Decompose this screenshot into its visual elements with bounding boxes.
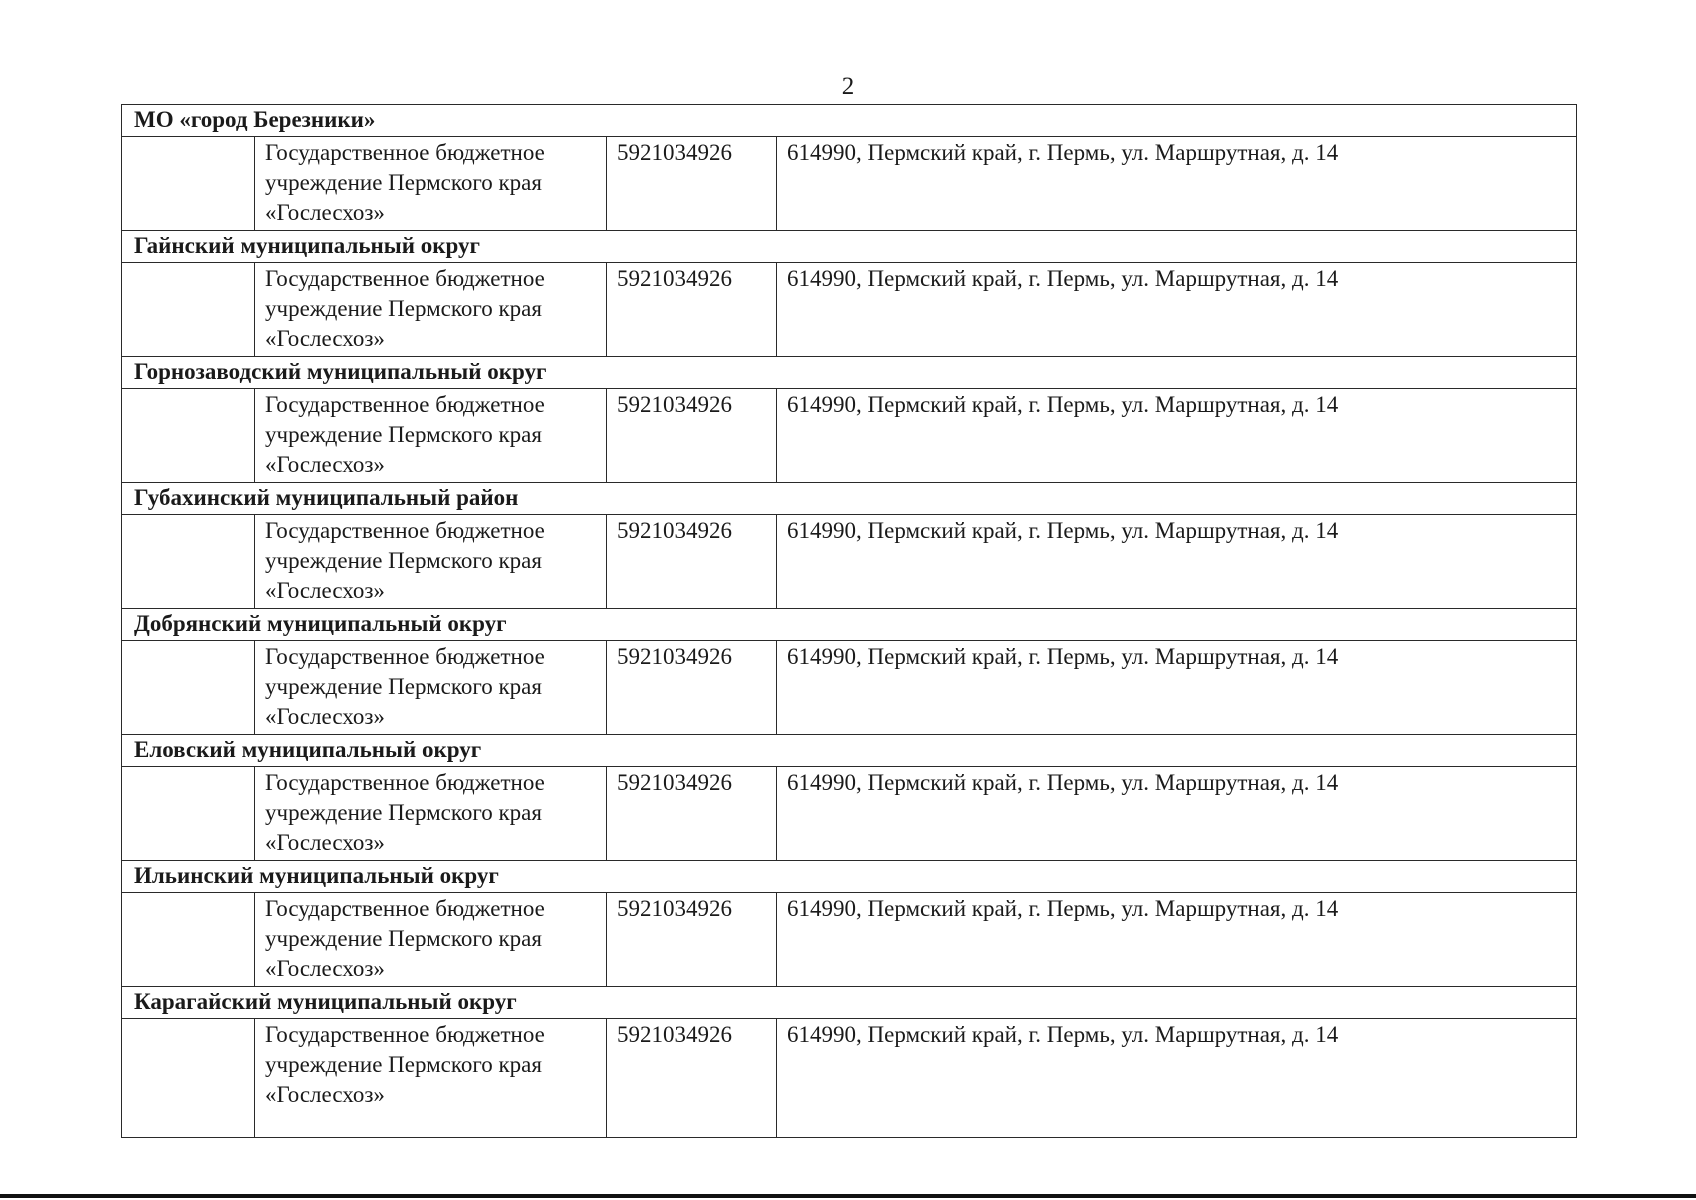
organization-name: Государственное бюджетное учреждение Пермского края «Гослесхоз» (255, 767, 607, 861)
district-row (122, 231, 1577, 263)
district-name: Горнозаводский муниципальный округ (122, 357, 1577, 389)
district-row (122, 357, 1577, 389)
address-value: 614990, Пермский край, г. Пермь, ул. Маршрутная, д. 14 (777, 641, 1577, 735)
table-row (122, 767, 1577, 861)
inn-value: 5921034926 (607, 767, 777, 861)
district-row (122, 735, 1577, 767)
scan-edge-line (0, 1194, 1696, 1198)
table-row (122, 137, 1577, 231)
district-row (122, 105, 1577, 137)
district-row (122, 861, 1577, 893)
table-row (122, 1019, 1577, 1138)
district-name: Карагайский муниципальный округ (122, 987, 1577, 1019)
table-row (122, 641, 1577, 735)
organization-name: Государственное бюджетное учреждение Пермского края «Гослесхоз» (255, 641, 607, 735)
address-value: 614990, Пермский край, г. Пермь, ул. Маршрутная, д. 14 (777, 263, 1577, 357)
inn-value: 5921034926 (607, 1019, 777, 1138)
table-row (122, 389, 1577, 483)
address-value: 614990, Пермский край, г. Пермь, ул. Маршрутная, д. 14 (777, 137, 1577, 231)
empty-cell (122, 515, 255, 609)
empty-cell (122, 263, 255, 357)
registry-table (121, 104, 1577, 1138)
organization-name: Государственное бюджетное учреждение Пермского края «Гослесхоз» (255, 515, 607, 609)
organization-name: Государственное бюджетное учреждение Пермского края «Гослесхоз» (255, 389, 607, 483)
table-row (122, 893, 1577, 987)
organization-name: Государственное бюджетное учреждение Пермского края «Гослесхоз» (255, 893, 607, 987)
district-name: Губахинский муниципальный район (122, 483, 1577, 515)
empty-cell (122, 389, 255, 483)
organization-name: Государственное бюджетное учреждение Пермского края «Гослесхоз» (255, 137, 607, 231)
empty-cell (122, 1019, 255, 1138)
district-row (122, 609, 1577, 641)
district-name: Гайнский муниципальный округ (122, 231, 1577, 263)
district-row (122, 987, 1577, 1019)
address-value: 614990, Пермский край, г. Пермь, ул. Маршрутная, д. 14 (777, 767, 1577, 861)
empty-cell (122, 137, 255, 231)
empty-cell (122, 767, 255, 861)
district-name: МО «город Березники» (122, 105, 1577, 137)
inn-value: 5921034926 (607, 641, 777, 735)
district-name: Добрянский муниципальный округ (122, 609, 1577, 641)
page-number: 2 (841, 73, 855, 100)
inn-value: 5921034926 (607, 893, 777, 987)
registry-table-body (122, 105, 1577, 1138)
inn-value: 5921034926 (607, 137, 777, 231)
district-name: Ильинский муниципальный округ (122, 861, 1577, 893)
inn-value: 5921034926 (607, 263, 777, 357)
address-value: 614990, Пермский край, г. Пермь, ул. Маршрутная, д. 14 (777, 389, 1577, 483)
address-value: 614990, Пермский край, г. Пермь, ул. Маршрутная, д. 14 (777, 893, 1577, 987)
inn-value: 5921034926 (607, 389, 777, 483)
table-row (122, 263, 1577, 357)
organization-name: Государственное бюджетное учреждение Пермского края «Гослесхоз» (255, 1019, 607, 1138)
table-row (122, 515, 1577, 609)
address-value: 614990, Пермский край, г. Пермь, ул. Маршрутная, д. 14 (777, 515, 1577, 609)
organization-name: Государственное бюджетное учреждение Пермского края «Гослесхоз» (255, 263, 607, 357)
inn-value: 5921034926 (607, 515, 777, 609)
address-value: 614990, Пермский край, г. Пермь, ул. Маршрутная, д. 14 (777, 1019, 1577, 1138)
district-name: Еловский муниципальный округ (122, 735, 1577, 767)
district-row (122, 483, 1577, 515)
empty-cell (122, 893, 255, 987)
empty-cell (122, 641, 255, 735)
